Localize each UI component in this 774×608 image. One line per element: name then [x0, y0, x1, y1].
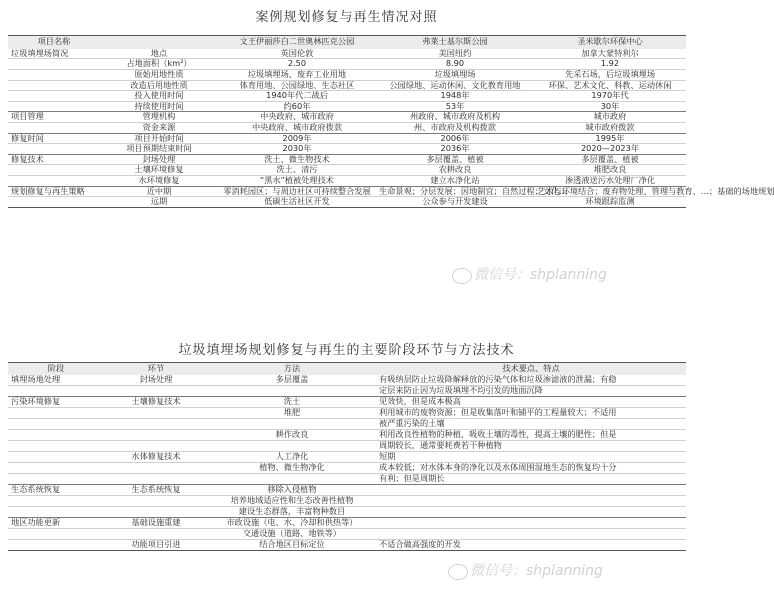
- table-cell: 艺术与环境结合；废弃物处理、管理与教育、…；基础的场地规划: [534, 186, 686, 197]
- table-row: [8, 397, 686, 408]
- table-cell: 州政府、城市政府及机构: [376, 112, 534, 123]
- table-cell: 先采石场，后垃圾填埋场: [534, 69, 686, 80]
- table-cell: 州、市政府及机构拨款: [376, 122, 534, 133]
- table-cell: 资金来源: [100, 122, 218, 133]
- table-cell: 利用改良性植物的种植，吸收土壤的毒性，提高土壤的肥性；但是: [376, 430, 686, 441]
- table-row: [8, 133, 686, 144]
- table-cell: 城市政府: [534, 112, 686, 123]
- table-cell: [8, 496, 104, 507]
- header-saint-michel: 圣米歇尔环保中心: [534, 36, 686, 49]
- table-cell: 英国伦敦: [280, 47, 314, 58]
- table-cell: 交通设施（道路、地铁等）: [208, 529, 376, 540]
- table-row: [8, 112, 686, 123]
- table-cell: 多层覆盖、植被: [534, 154, 686, 165]
- table-cell: [8, 144, 100, 155]
- header-fresh-kills: 弗莱士基尔斯公园: [376, 36, 534, 49]
- table-cell: [104, 441, 208, 452]
- table-cell: 约60年: [218, 101, 376, 112]
- table-cell: 垃圾填埋场、废弃工业用地: [218, 69, 376, 80]
- table-row: [8, 175, 686, 186]
- table-cell: 低碳生活社区开发: [218, 197, 376, 208]
- table-cell: 多层覆盖、植被: [376, 154, 534, 165]
- table-row: [8, 101, 686, 112]
- header-stage: 阶段: [8, 363, 104, 375]
- table-cell: 功能项目引进: [104, 540, 208, 551]
- table-cell: [8, 441, 104, 452]
- table-row: [8, 507, 686, 518]
- methods-table: [8, 362, 686, 551]
- table-cell: 项目管理: [8, 112, 100, 123]
- table-row: [8, 430, 686, 441]
- table-cell: 培养地域适应性和生态改善性植物: [208, 496, 376, 507]
- table-cell: [8, 80, 100, 91]
- header-step: 环节: [104, 363, 208, 375]
- table-cell: 水环境修复: [100, 175, 218, 186]
- table-cell: [8, 408, 104, 419]
- table-row: [8, 165, 686, 176]
- table-cell: 修复技术: [8, 154, 100, 165]
- table-cell: 环境跟踪监测: [534, 197, 686, 208]
- table-cell: [208, 474, 376, 485]
- header-key-points: 技术要点、特点: [376, 363, 686, 375]
- table-cell: 地区功能更新: [8, 518, 104, 529]
- table-row: [8, 122, 686, 133]
- table-cell: 美国纽约: [438, 47, 472, 58]
- table-cell: 人工净化: [208, 452, 376, 463]
- table-cell: 体育用地、公园绿地、生态社区: [218, 80, 376, 91]
- table-cell: [8, 386, 104, 397]
- table-cell: 植物、微生物净化: [208, 463, 376, 474]
- table-cell: [8, 69, 100, 80]
- table-cell: 2006年: [376, 133, 534, 144]
- header-olympic-park: 文王伊丽莎白二世奥林匹克公园: [218, 36, 376, 49]
- table-cell: [8, 101, 100, 112]
- table-cell: [8, 529, 104, 540]
- table-cell: 生命景观；分层发展；因地制宜；自然过程；文化…: [376, 186, 534, 197]
- table-row: [8, 154, 686, 165]
- table-cell: 短期: [376, 452, 686, 463]
- table-cell: 1940年代二战后: [218, 91, 376, 102]
- table-cell: 近中期: [100, 186, 218, 197]
- table-row: [8, 474, 686, 485]
- table-cell: 30年: [534, 101, 686, 112]
- table-cell: 渗透液送污水处理厂净化: [534, 175, 686, 186]
- table-row: [8, 80, 686, 91]
- table-row: [8, 59, 686, 70]
- table-cell: 2030年: [218, 144, 376, 155]
- header-method: 方法: [208, 363, 376, 375]
- table-cell: [208, 386, 376, 397]
- table-cell: 垃圾填埋场: [376, 69, 534, 80]
- table-row: [8, 49, 686, 59]
- table-cell: 投入使用时间: [100, 91, 218, 102]
- table-cell: [8, 430, 104, 441]
- table-cell: 城市政府拨款: [534, 122, 686, 133]
- table-cell: [8, 59, 100, 70]
- table-cell: 中央政府、城市政府: [218, 112, 376, 123]
- table-cell: 洗土、微生物技术: [218, 154, 376, 165]
- table-cell: 污染环境修复: [8, 397, 104, 408]
- table-cell: 水体修复技术: [104, 452, 208, 463]
- table-cell: [104, 507, 208, 518]
- table-cell: 1970年代: [534, 91, 686, 102]
- table-cell: [104, 386, 208, 397]
- table-row: [8, 529, 686, 540]
- table-cell: [376, 518, 686, 529]
- table-cell: [104, 496, 208, 507]
- table-cell: [8, 474, 104, 485]
- table-cell: “黑水”植被处理技术: [218, 175, 376, 186]
- header-blank: [100, 36, 218, 49]
- table-row: [8, 518, 686, 529]
- table-cell: 有吸纳层防止垃圾降解释放的污染气体和垃圾渗滤液的泄漏；有稳: [379, 373, 617, 384]
- table-cell: 项目预期结束时间: [100, 144, 218, 155]
- table-cell: 垃圾填埋场简况: [11, 47, 69, 58]
- table-row: [8, 452, 686, 463]
- table-cell: 1995年: [534, 133, 686, 144]
- table-cell: 远期: [100, 197, 218, 208]
- table-cell: 生态系统恢复: [8, 485, 104, 496]
- table-cell: 中央政府、城市政府拨款: [218, 122, 376, 133]
- table-cell: 利用城市的废物资源；但是收集落叶和铺平的工程量较大；不适用: [376, 408, 686, 419]
- table-cell: 洗土: [208, 397, 376, 408]
- table-cell: 1948年: [376, 91, 534, 102]
- table-cell: 占地面积（km²）: [100, 59, 218, 70]
- table-cell: 修复时间: [8, 133, 100, 144]
- table1-title: 案例规划修复与再生情况对照: [255, 10, 438, 25]
- table-row: [8, 375, 686, 386]
- watermark: 微信号：shplanning: [474, 267, 607, 283]
- table-cell: 多层覆盖: [275, 373, 309, 384]
- table-cell: 8.90: [376, 59, 534, 70]
- table-cell: 环保、艺术文化、科教、运动休闲: [534, 80, 686, 91]
- table-cell: 有利；但是周期长: [376, 474, 686, 485]
- table-cell: 项目开始时间: [100, 133, 218, 144]
- table-cell: [8, 91, 100, 102]
- table-cell: [8, 463, 104, 474]
- table-cell: 原始用地性质: [100, 69, 218, 80]
- table-cell: 2020—2023年: [534, 144, 686, 155]
- table-cell: 封场处理: [139, 373, 173, 384]
- table-cell: [104, 419, 208, 430]
- table-row: [8, 91, 686, 102]
- table-cell: 周期较长，通常要耗费若干种植物: [376, 441, 686, 452]
- table-cell: 公园绿地、运动休闲、文化教育用地: [376, 80, 534, 91]
- table-cell: 填埋场地处理: [11, 373, 61, 384]
- table-cell: 2.50: [218, 59, 376, 70]
- table-cell: [8, 122, 100, 133]
- case-comparison-table: [8, 35, 774, 208]
- table-cell: 公众参与开发建设: [376, 197, 534, 208]
- table-cell: 建设生态群落，丰富物种数目: [208, 507, 376, 518]
- table-cell: [8, 197, 100, 208]
- table-cell: [104, 408, 208, 419]
- table-row: [8, 386, 686, 397]
- table-cell: 堆肥改良: [534, 165, 686, 176]
- table-cell: [376, 507, 686, 518]
- table-cell: 结合地区目标定位: [208, 540, 376, 551]
- table-cell: 持续使用时间: [100, 101, 218, 112]
- table-cell: 不适合做高强度的开发: [376, 540, 686, 551]
- table-cell: [8, 175, 100, 186]
- table-cell: [104, 529, 208, 540]
- table-row: [8, 540, 686, 551]
- table-cell: [8, 165, 100, 176]
- table-cell: [8, 540, 104, 551]
- wechat-icon: [448, 564, 468, 580]
- table-cell: [8, 419, 104, 430]
- table-cell: 洗土、清污: [218, 165, 376, 176]
- table2-title: 垃圾填埋场规划修复与再生的主要阶段环节与方法技术: [178, 343, 515, 358]
- table-row: [8, 496, 686, 507]
- table-cell: 移除入侵植物: [208, 485, 376, 496]
- header-project-name: 项目名称: [8, 36, 100, 49]
- table-row: [8, 186, 686, 197]
- table-cell: 耕作改良: [208, 430, 376, 441]
- table-row: [8, 463, 686, 474]
- table-cell: 土壤环境修复: [100, 165, 218, 176]
- table-cell: [8, 452, 104, 463]
- table-cell: 规划修复与再生策略: [8, 186, 100, 197]
- table-cell: [104, 430, 208, 441]
- table-row: [8, 419, 686, 430]
- table-cell: 零消耗园区；与周边社区可持续整合发展: [218, 186, 376, 197]
- table-cell: [376, 485, 686, 496]
- table-cell: 2036年: [376, 144, 534, 155]
- table-cell: [8, 507, 104, 518]
- table-cell: 被严重污染的土壤: [376, 419, 686, 430]
- table-cell: 农耕改良: [376, 165, 534, 176]
- table-cell: 加拿大蒙特利尔: [581, 47, 639, 58]
- table-cell: 建立水净化站: [376, 175, 534, 186]
- table-cell: [208, 441, 376, 452]
- table-cell: 2009年: [218, 133, 376, 144]
- table-row: [8, 408, 686, 419]
- table-row: [8, 197, 686, 208]
- table-cell: 管理机构: [100, 112, 218, 123]
- wechat-icon: [452, 268, 472, 284]
- table-cell: 1.92: [534, 59, 686, 70]
- table-cell: 生态系统恢复: [104, 485, 208, 496]
- table-cell: 成本较低；对水体本身的净化以及水体周围湿地生态的恢复均十分: [376, 463, 686, 474]
- table-row: [8, 69, 686, 80]
- table-cell: 市政设施（电、水、冷却和供热等）: [208, 518, 376, 529]
- table-cell: 53年: [376, 101, 534, 112]
- table-cell: 基础设施重建: [104, 518, 208, 529]
- table-row: [8, 485, 686, 496]
- table-cell: [208, 419, 376, 430]
- table-cell: 定层来防止因为垃圾填埋不均引发的地面沉降: [376, 386, 686, 397]
- table-cell: [104, 463, 208, 474]
- table-cell: 堆肥: [208, 408, 376, 419]
- table-row: [8, 144, 686, 155]
- table-cell: 封场处理: [100, 154, 218, 165]
- table-cell: 地点: [150, 47, 168, 58]
- table-cell: 见效快，但是成本极高: [376, 397, 686, 408]
- table-cell: [376, 496, 686, 507]
- table-cell: 改造后用地性质: [100, 80, 218, 91]
- table-row: [8, 441, 686, 452]
- watermark: 微信号：shplanning: [470, 563, 603, 579]
- table-cell: [104, 474, 208, 485]
- table-cell: 土壤修复技术: [104, 397, 208, 408]
- table-cell: [376, 529, 686, 540]
